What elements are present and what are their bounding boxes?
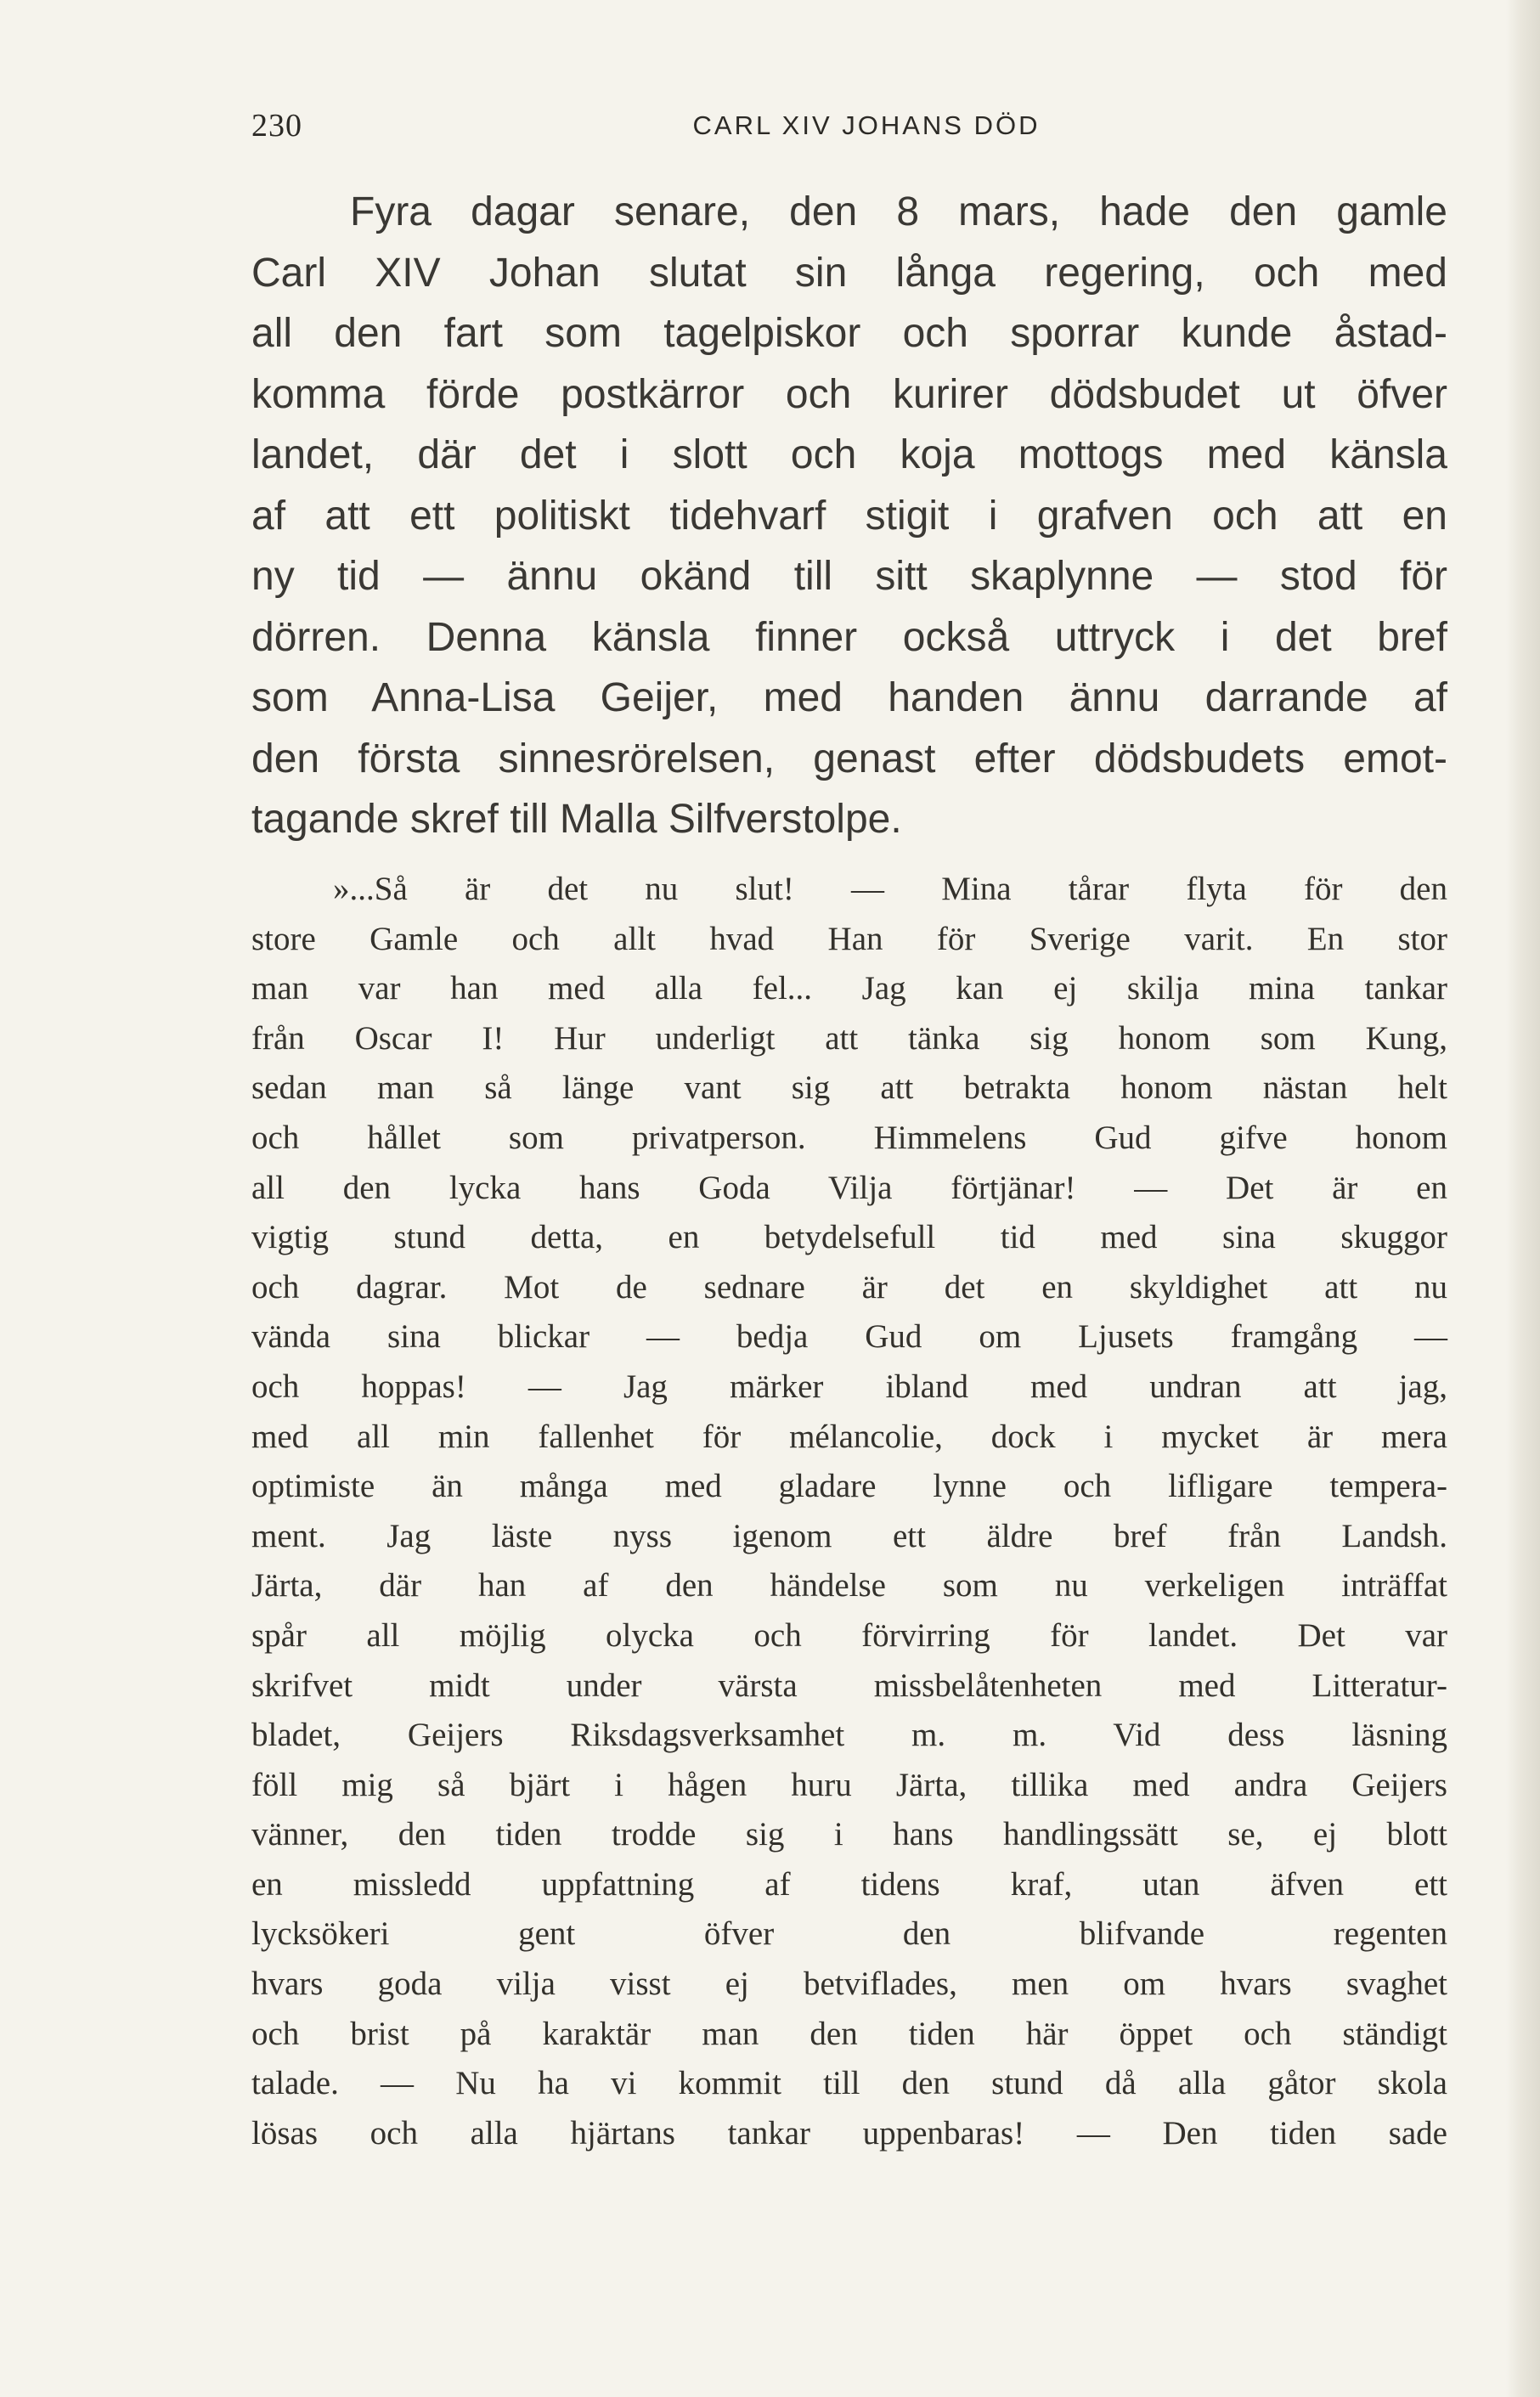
letter-line: skrifvet midt under värsta missbelåtenheten med Litteratur- xyxy=(251,1667,1447,1704)
letter-line: och brist på karaktär man den tiden här öppet och ständigt xyxy=(251,2015,1447,2052)
text-line: tagande skref till Malla Silfverstolpe. xyxy=(251,797,902,842)
letter-line: spår all möjlig olycka och förvirring för landet. Det var xyxy=(251,1616,1447,1654)
letter-line: vänner, den tiden trodde sig i hans handlingssätt se, ej blott xyxy=(251,1816,1447,1853)
letter-line: med all min fallenhet för mélancolie, dock i mycket är mera xyxy=(251,1418,1447,1455)
letter-line: en missledd uppfattning af tidens kraf, utan äfven ett xyxy=(251,1865,1447,1903)
letter-line: lycksökeri gent öfver den blifvande regenten xyxy=(251,1915,1447,1953)
letter-line: talade. — Nu ha vi kommit till den stund då alla gåtor skola xyxy=(251,2065,1447,2102)
letter-line: ment. Jag läste nyss igenom ett äldre bref från Landsh. xyxy=(251,1517,1447,1554)
letter-line: och hållet som privatperson. Himmelens Gud gifve honom xyxy=(251,1119,1447,1156)
text-line: all den fart som tagelpiskor och sporrar kunde åstad- xyxy=(251,311,1447,356)
page-header xyxy=(251,100,1447,151)
letter-line: man var han med alla fel... Jag kan ej skilja mina tankar xyxy=(251,970,1447,1007)
letter-line: all den lycka hans Goda Vilja förtjänar! — Det är en xyxy=(251,1169,1447,1206)
letter-line: Järta, där han af den händelse som nu verkeligen inträffat xyxy=(251,1567,1447,1605)
text-line: ny tid — ännu okänd till sitt skaplynne — stod för xyxy=(251,554,1447,599)
text-line: komma förde postkärror och kurirer dödsbudet ut öfver xyxy=(251,371,1447,417)
page-number: 230 xyxy=(251,108,302,144)
letter-line: vända sina blickar — bedja Gud om Ljusets framgång — xyxy=(251,1318,1447,1356)
letter-line: lösas och alla hjärtans tankar uppenbaras! — Den tiden sade xyxy=(251,2114,1447,2152)
running-head: CARL XIV JOHANS DÖD xyxy=(692,110,1041,140)
letter-line: »...Så är det nu slut! — Mina tårar flyta för den xyxy=(333,871,1447,907)
page-edge-shadow xyxy=(1506,0,1540,2397)
letter-line: och dagrar. Mot de sednare är det en skyldighet att nu xyxy=(251,1268,1447,1306)
text-line: som Anna-Lisa Geijer, med handen ännu darrande af xyxy=(251,675,1447,720)
letter-line: sedan man så länge vant sig att betrakta honom nästan helt xyxy=(251,1069,1447,1107)
letter-line: bladet, Geijers Riksdagsverksamhet m. m. Vid dess läsning xyxy=(251,1717,1447,1754)
text-line: dörren. Denna känsla finner också uttryck i det bref xyxy=(251,614,1447,660)
letter-line: från Oscar I! Hur underligt att tänka sig honom som Kung, xyxy=(251,1019,1447,1057)
body-paragraph xyxy=(251,182,1447,850)
letter-line: vigtig stund detta, en betydelsefull tid med sina skuggor xyxy=(251,1219,1447,1256)
quoted-letter xyxy=(251,865,1447,2158)
letter-line: store Gamle och allt hvad Han för Sverige varit. En stor xyxy=(251,920,1447,957)
text-line: Carl XIV Johan slutat sin långa regering, och med xyxy=(251,250,1447,296)
letter-line: och hoppas! — Jag märker ibland med undran att jag, xyxy=(251,1368,1447,1405)
letter-line: hvars goda vilja visst ej betviflades, men om hvars svaghet xyxy=(251,1966,1447,2003)
text-line: landet, där det i slott och koja mottogs med känsla xyxy=(251,432,1447,477)
text-line: Fyra dagar senare, den 8 mars, hade den gamle xyxy=(350,189,1447,234)
text-line: den första sinnesrörelsen, genast efter dödsbudets emot- xyxy=(251,736,1447,781)
letter-line: föll mig så bjärt i hågen huru Järta, tillika med andra Geijers xyxy=(251,1766,1447,1803)
text-line: af att ett politiskt tidehvarf stigit i grafven och att en xyxy=(251,493,1447,539)
letter-line: optimiste än många med gladare lynne och lifligare tempera- xyxy=(251,1468,1447,1505)
